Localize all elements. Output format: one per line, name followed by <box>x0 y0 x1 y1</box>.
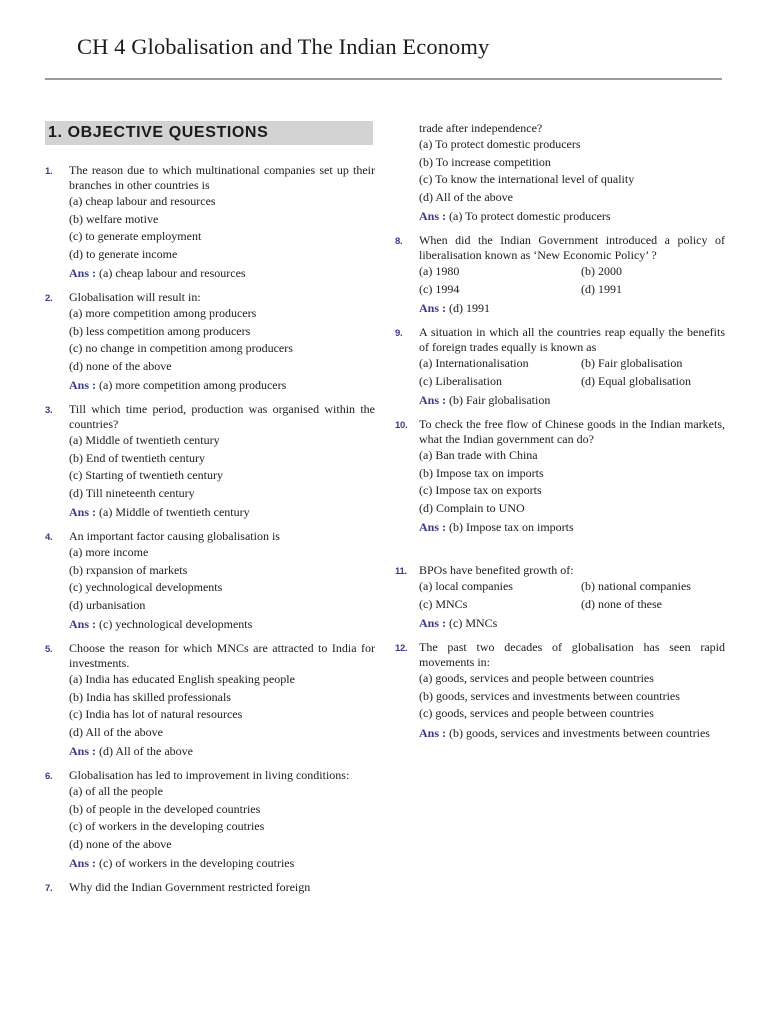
answer-label: Ans : <box>419 301 447 315</box>
answer <box>69 744 375 759</box>
option-d: (d) to generate income <box>69 246 178 261</box>
question-1 <box>45 163 375 281</box>
option-b: (b) of people in the developed countries <box>69 801 261 816</box>
question-text: trade after independence? <box>419 121 543 135</box>
option-d: (d) 1991 <box>581 281 622 296</box>
question-text: The past two decades of globalisation has seen rapid movements in: <box>419 640 725 669</box>
options-list <box>419 578 725 613</box>
question-number: 9. <box>395 328 403 339</box>
question-number: 1. <box>45 166 53 177</box>
option-d: (d) none of the above <box>69 836 172 851</box>
options-list <box>419 670 725 723</box>
option-a: (a) 1980 <box>419 264 460 278</box>
option-a: (a) local companies <box>419 579 513 593</box>
answer-label: Ans : <box>69 378 97 392</box>
section-heading: 1. OBJECTIVE QUESTIONS <box>45 121 373 145</box>
option-d: (d) none of the above <box>69 358 172 373</box>
options-list <box>69 671 375 741</box>
option-c: (c) 1994 <box>419 281 460 296</box>
option-b: (b) Impose tax on imports <box>419 465 544 480</box>
option-b: (b) welfare motive <box>69 211 159 226</box>
answer <box>69 378 375 393</box>
option-d: (d) All of the above <box>419 189 513 204</box>
question-6 <box>45 768 375 871</box>
answer-text: (a) cheap labour and resources <box>99 266 246 280</box>
options-list <box>69 305 375 375</box>
question-number: 4. <box>45 532 53 543</box>
page-title: CH 4 Globalisation and The Indian Economy <box>77 34 490 59</box>
options-list <box>69 783 375 853</box>
answer-text: (c) of workers in the developing coutries <box>99 856 295 870</box>
question-text: The reason due to which multinational companies set up their branches in other countries is <box>69 163 375 192</box>
question-text: To check the free flow of Chinese goods in the Indian markets, what the Indian government can do? <box>419 417 725 446</box>
option-c: (c) Impose tax on exports <box>419 483 542 497</box>
answer <box>69 505 375 520</box>
option-a: (a) Middle of twentieth century <box>69 433 220 447</box>
answer-text: (c) MNCs <box>449 616 498 630</box>
option-d: (d) urbanisation <box>69 597 146 612</box>
option-b: (b) goods, services and investments between countries <box>419 688 680 703</box>
option-c: (c) of workers in the developing coutries <box>69 819 265 833</box>
option-c: (c) To know the international level of quality <box>419 172 635 186</box>
question-number: 7. <box>45 883 53 894</box>
option-c: (c) Liberalisation <box>419 373 502 388</box>
answer-text: (a) To protect domestic producers <box>449 209 611 223</box>
question-text: BPOs have benefited growth of: <box>419 563 574 577</box>
answer <box>69 617 375 632</box>
answer-text: (c) yechnological developments <box>99 617 253 631</box>
question-text: When did the Indian Government introduced a policy of liberalisation known as ‘New Economic Policy’ ? <box>419 233 725 262</box>
answer <box>419 520 725 535</box>
answer-label: Ans : <box>419 725 447 740</box>
question-number: 6. <box>45 771 53 782</box>
option-a: (a) more competition among producers <box>69 306 257 320</box>
answer-text: (b) Impose tax on imports <box>449 520 574 534</box>
option-c: (c) yechnological developments <box>69 580 223 594</box>
option-d: (d) Complain to UNO <box>419 500 525 515</box>
question-12 <box>395 640 725 741</box>
option-b: (b) End of twentieth century <box>69 450 205 465</box>
answer-label: Ans : <box>419 616 447 630</box>
option-a: (a) goods, services and people between countries <box>419 671 654 685</box>
answer-label: Ans : <box>69 744 97 758</box>
option-b: (b) To increase competition <box>419 154 551 169</box>
question-4 <box>45 529 375 632</box>
question-8 <box>395 233 725 316</box>
question-number: 11. <box>395 566 407 577</box>
answer-text: (d) All of the above <box>99 744 193 758</box>
option-a: (a) more income <box>69 545 149 559</box>
options-list <box>419 263 725 298</box>
option-b: (b) 2000 <box>581 264 622 278</box>
question-text: Till which time period, production was organised within the countries? <box>69 402 375 431</box>
question-9 <box>395 325 725 408</box>
question-7-continued <box>395 121 725 224</box>
answer <box>419 301 725 316</box>
options-list <box>69 544 375 614</box>
option-c: (c) India has lot of natural resources <box>69 707 243 721</box>
right-column <box>395 121 725 750</box>
question-text: A situation in which all the countries reap equally the benefits of foreign trades equally is known as <box>419 325 725 354</box>
option-a: (a) Ban trade with China <box>419 448 538 462</box>
option-b: (b) Fair globalisation <box>581 356 683 370</box>
question-number: 2. <box>45 293 53 304</box>
option-b: (b) less competition among producers <box>69 323 251 338</box>
answer-label: Ans : <box>69 266 97 280</box>
answer-text: (b) goods, services and investments between countries <box>449 725 710 740</box>
question-text: Why did the Indian Government restricted foreign <box>69 880 311 894</box>
options-list <box>69 193 375 263</box>
options-list <box>419 136 725 206</box>
question-3 <box>45 402 375 520</box>
answer-text: (d) 1991 <box>449 301 491 315</box>
option-a: (a) India has educated English speaking people <box>69 672 295 686</box>
question-7 <box>45 880 375 895</box>
answer-label: Ans : <box>69 856 97 870</box>
answer-text: (a) more competition among producers <box>99 378 287 392</box>
options-list <box>419 355 725 390</box>
question-number: 5. <box>45 644 53 655</box>
option-c: (c) MNCs <box>419 596 468 611</box>
options-list <box>419 447 725 517</box>
option-d: (d) Till nineteenth century <box>69 485 195 500</box>
option-c: (c) to generate employment <box>69 229 202 243</box>
answer-text: (a) Middle of twentieth century <box>99 505 250 519</box>
option-d: (d) All of the above <box>69 724 163 739</box>
answer <box>419 209 725 224</box>
title-divider <box>45 78 722 80</box>
option-b: (b) national companies <box>581 579 691 593</box>
answer-label: Ans : <box>419 393 447 407</box>
answer-label: Ans : <box>419 520 447 534</box>
answer-label: Ans : <box>69 505 97 519</box>
option-c: (c) Starting of twentieth century <box>69 468 223 482</box>
answer <box>419 393 725 408</box>
option-b: (b) India has skilled professionals <box>69 689 231 704</box>
question-text: Globalisation will result in: <box>69 290 201 304</box>
answer-label: Ans : <box>69 617 97 631</box>
answer <box>419 616 725 631</box>
option-a: (a) cheap labour and resources <box>69 194 216 208</box>
question-text: Globalisation has led to improvement in living conditions: <box>69 768 350 782</box>
option-d: (d) Equal globalisation <box>581 373 691 388</box>
answer-text: (b) Fair globalisation <box>449 393 551 407</box>
question-5 <box>45 641 375 759</box>
option-d: (d) none of these <box>581 596 662 611</box>
option-c: (c) no change in competition among producers <box>69 341 293 355</box>
answer <box>69 266 375 281</box>
option-c: (c) goods, services and people between countries <box>419 706 654 720</box>
answer <box>69 856 375 871</box>
question-number: 10. <box>395 420 408 431</box>
option-a: (a) To protect domestic producers <box>419 137 581 151</box>
question-11 <box>395 563 725 631</box>
question-text: An important factor causing globalisation is <box>69 529 280 543</box>
option-a: (a) Internationalisation <box>419 356 529 370</box>
question-number: 12. <box>395 643 408 654</box>
question-2 <box>45 290 375 393</box>
options-list <box>69 432 375 502</box>
answer <box>419 726 725 741</box>
left-column <box>45 163 375 904</box>
answer-label: Ans : <box>419 209 447 223</box>
question-text: Choose the reason for which MNCs are attracted to India for investments. <box>69 641 375 670</box>
question-number: 8. <box>395 236 403 247</box>
option-a: (a) of all the people <box>69 784 163 798</box>
question-number: 3. <box>45 405 53 416</box>
option-b: (b) rxpansion of markets <box>69 562 188 577</box>
question-10 <box>395 417 725 535</box>
